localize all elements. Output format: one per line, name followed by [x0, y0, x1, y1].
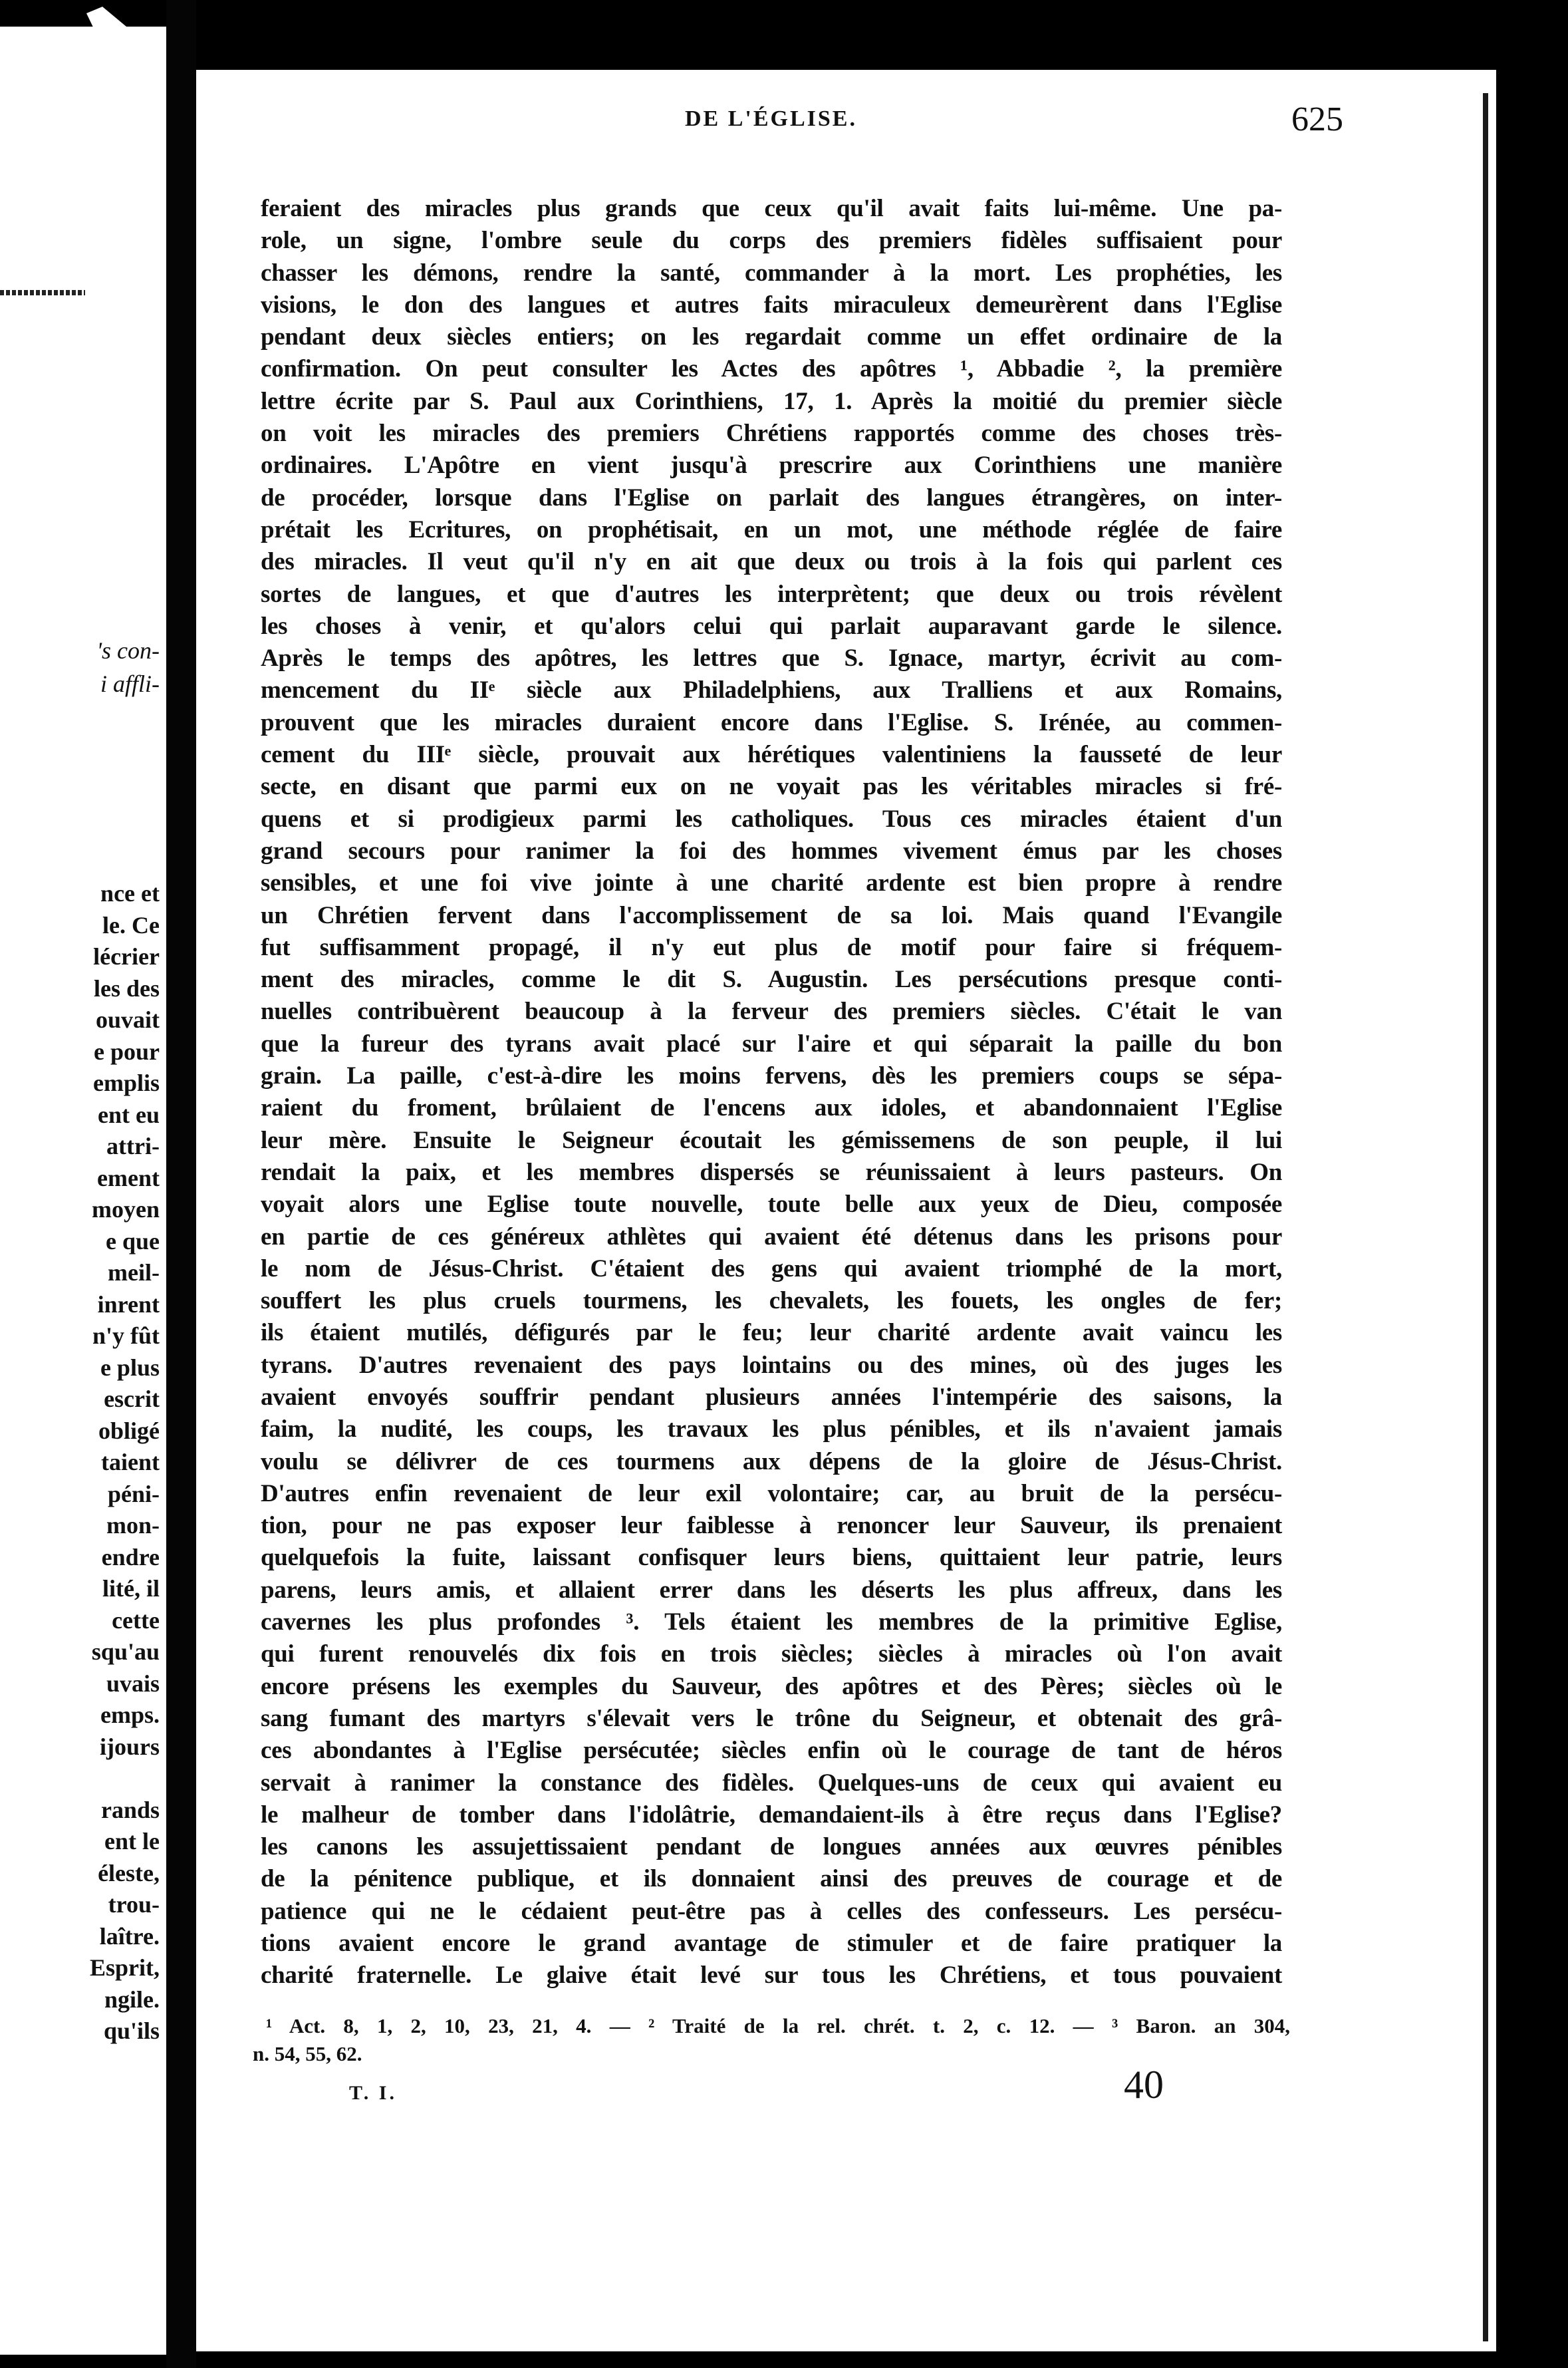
- text-line: quelquefois la fuite, laissant confisquer leurs biens, quittaient leur patrie, leurs: [261, 1544, 1282, 1572]
- text-line: souffert les plus cruels tourmens, les chevalets, les fouets, les ongles de fer;: [261, 1287, 1282, 1315]
- text-line: lettre écrite par S. Paul aux Corinthiens, 17, 1. Après la moitié du premier siècle: [261, 387, 1282, 415]
- text-line: tion, pour ne pas exposer leur faiblesse à renoncer leur Sauveur, ils prenaient: [261, 1512, 1282, 1540]
- text-line: visions, le don des langues et autres faits miraculeux demeurèrent dans l'Eglise: [261, 291, 1282, 319]
- left-text-fragment: Esprit,: [89, 1954, 160, 1981]
- text-line: voulu se délivrer de ces tourmens aux dépens de la gloire de Jésus-Christ.: [261, 1447, 1282, 1475]
- left-text-fragment: n'y fût: [92, 1322, 160, 1349]
- left-text-fragment: i affli-: [100, 670, 160, 697]
- text-line: sensibles, et une foi vive jointe à une charité ardente est bien propre à rendre: [261, 869, 1282, 897]
- left-text-fragment: e que: [106, 1227, 160, 1255]
- text-line: D'autres enfin revenaient de leur exil volontaire; car, au bruit de la persécu-: [261, 1479, 1282, 1507]
- signature-mark: T. I.: [349, 2082, 397, 2104]
- left-text-fragment: escrit: [104, 1386, 160, 1412]
- text-line: ils étaient mutilés, défigurés par le feu; leur charité ardente avait vaincu les: [261, 1319, 1282, 1347]
- text-line: quens et si prodigieux parmi les catholiques. Tous ces miracles étaient d'un: [261, 805, 1282, 833]
- text-line: prétait les Ecritures, on prophétisait, en un mot, une méthode réglée de faire: [261, 516, 1282, 543]
- text-line: ment des miracles, comme le dit S. Augustin. Les persécutions presque conti-: [261, 966, 1282, 994]
- left-text-fragment: emps.: [100, 1702, 160, 1728]
- left-text-fragment: les des: [94, 974, 160, 1002]
- text-line: feraient des miracles plus grands que ceux qu'il avait faits lui-même. Une pa-: [261, 195, 1282, 222]
- text-line: pendant deux siècles entiers; on les regardait comme un effet ordinaire de la: [261, 323, 1282, 351]
- left-text-fragment: ent eu: [98, 1101, 160, 1128]
- left-text-fragment: meil-: [108, 1259, 160, 1286]
- text-line: avaient envoyés souffrir pendant plusieurs années l'intempérie des saisons, la: [261, 1383, 1282, 1411]
- text-line: faim, la nudité, les coups, les travaux les plus pénibles, et ils n'avaient jamais: [261, 1415, 1282, 1443]
- left-text-fragment: lité, il: [102, 1575, 160, 1602]
- text-line: de la pénitence publique, et ils donnaient ainsi des preuves de courage et de: [261, 1865, 1282, 1893]
- left-text-fragment: emplis: [92, 1070, 160, 1096]
- text-line: parens, leurs amis, et allaient errer dans les déserts les plus affreux, dans les: [261, 1576, 1282, 1604]
- left-text-fragment: squ'au: [91, 1638, 160, 1665]
- left-text-fragment: endre: [101, 1543, 160, 1570]
- text-line: leur mère. Ensuite le Seigneur écoutait les gémissemens de son peuple, il lui: [261, 1126, 1282, 1154]
- page-number: 625: [1291, 100, 1343, 138]
- left-text-fragment: rands: [100, 1796, 160, 1823]
- left-text-fragment: trou-: [108, 1891, 160, 1918]
- left-text-fragment: obligé: [98, 1417, 160, 1444]
- left-text-fragment: péni-: [107, 1480, 160, 1507]
- body-text: [261, 193, 1282, 1992]
- text-line: qui furent renouvelés dix fois en trois siècles; siècles à miracles où l'on avait: [261, 1640, 1282, 1668]
- text-line: des miracles. Il veut qu'il n'y en ait que deux ou trois à la fois qui parlent ces: [261, 548, 1282, 576]
- left-text-fragment: ent le: [104, 1828, 160, 1854]
- text-line: cement du IIIᵉ siècle, prouvait aux hérétiques valentiniens la fausseté de leur: [261, 741, 1282, 769]
- text-line: le nom de Jésus-Christ. C'étaient des gens qui avaient triomphé de la mort,: [261, 1255, 1282, 1282]
- footnote-line: ¹ Act. 8, 1, 2, 10, 23, 21, 4. — ² Traité de la rel. chrét. t. 2, c. 12. — ³ Baron. an 304,: [266, 2014, 1290, 2037]
- text-line: chasser les démons, rendre la santé, commander à la mort. Les prophéties, les: [261, 259, 1282, 287]
- text-line: mencement du IIᵉ siècle aux Philadelphiens, aux Tralliens et aux Romains,: [261, 676, 1282, 704]
- text-line: sortes de langues, et que d'autres les interprètent; que deux ou trois révèlent: [261, 580, 1282, 608]
- text-line: prouvent que les miracles duraient encore dans l'Eglise. S. Irénée, au commen-: [261, 708, 1282, 736]
- text-line: le malheur de tomber dans l'idolâtrie, demandaient-ils à être reçus dans l'Eglise?: [261, 1801, 1282, 1829]
- text-line: que la fureur des tyrans avait placé sur l'aire et qui séparait la paille du bon: [261, 1030, 1282, 1058]
- text-line: les canons les assujettissaient pendant de longues années aux œuvres pénibles: [261, 1833, 1282, 1861]
- left-text-fragment: e pour: [94, 1038, 160, 1065]
- running-title: DE L'ÉGLISE.: [685, 106, 857, 131]
- left-text-fragment: 's con-: [96, 637, 160, 664]
- left-text-fragment: éleste,: [98, 1859, 160, 1886]
- footnote-line: n. 54, 55, 62.: [253, 2042, 362, 2065]
- left-text-fragment: lécrier: [93, 943, 160, 970]
- text-line: ordinaires. L'Apôtre en vient jusqu'à prescrire aux Corinthiens une manière: [261, 452, 1282, 480]
- left-text-fragment: qu'ils: [103, 2017, 160, 2044]
- text-line: ces abondantes à l'Eglise persécutée; siècles enfin où le courage de tant de héros: [261, 1737, 1282, 1765]
- text-line: de procéder, lorsque dans l'Eglise on parlait des langues étrangères, on inter-: [261, 484, 1282, 512]
- left-text-fragment: nce et: [100, 880, 160, 907]
- text-line: sang fumant des martyrs s'élevait vers le trône du Seigneur, et obtenait des grâ-: [261, 1704, 1282, 1732]
- text-line: tyrans. D'autres revenaient des pays lointains ou des mines, où des juges les: [261, 1351, 1282, 1379]
- left-text-fragment: attri-: [106, 1133, 160, 1159]
- left-text-fragment: ouvait: [95, 1006, 160, 1033]
- text-line: un Chrétien fervent dans l'accomplissement de sa loi. Mais quand l'Evangile: [261, 901, 1282, 929]
- text-line: tions avaient encore le grand avantage de stimuler et de faire pratiquer la: [261, 1930, 1282, 1958]
- text-line: on voit les miracles des premiers Chrétiens rapportés comme des choses très-: [261, 420, 1282, 448]
- page-header: [253, 100, 1343, 146]
- text-line: grand secours pour ranimer la foi des hommes vivement émus par les choses: [261, 837, 1282, 865]
- text-line: encore présens les exemples du Sauveur, des apôtres et des Pères; siècles où le: [261, 1672, 1282, 1700]
- decorative-rule: [0, 290, 85, 295]
- page-edge: [1483, 93, 1488, 2341]
- text-line: nuelles contribuèrent beaucoup à la ferveur des premiers siècles. C'était le van: [261, 998, 1282, 1026]
- left-text-fragment: inrent: [97, 1290, 160, 1318]
- text-line: patience qui ne le cédaient peut-être pas à celles des confesseurs. Les persécu-: [261, 1897, 1282, 1925]
- text-line: servait à ranimer la constance des fidèles. Quelques-uns de ceux qui avaient eu: [261, 1769, 1282, 1797]
- binding-gutter: [166, 0, 196, 2368]
- sheet-number: 40: [1124, 2063, 1164, 2107]
- left-page-fragment: [0, 27, 166, 2355]
- text-line: grain. La paille, c'est-à-dire les moins fervens, dès les premiers coups se sépa-: [261, 1062, 1282, 1090]
- left-text-fragment: moyen: [92, 1196, 160, 1223]
- left-text-fragment: mon-: [106, 1512, 160, 1539]
- text-line: charité fraternelle. Le glaive était levé sur tous les Chrétiens, et tous pouvaient: [261, 1962, 1282, 1990]
- text-line: cavernes les plus profondes ³. Tels étaient les membres de la primitive Eglise,: [261, 1608, 1282, 1636]
- left-text-fragment: taient: [101, 1449, 160, 1475]
- text-line: rendait la paix, et les membres dispersés se réunissaient à leurs pasteurs. On: [261, 1158, 1282, 1186]
- text-line: confirmation. On peut consulter les Actes des apôtres ¹, Abbadie ², la première: [261, 355, 1282, 383]
- left-text-fragment: le. Ce: [102, 911, 160, 939]
- left-text-fragment: e plus: [100, 1354, 160, 1381]
- left-text-fragment: cette: [112, 1606, 160, 1634]
- left-text-fragment: ngile.: [104, 1986, 160, 2013]
- text-line: les choses à venir, et qu'alors celui qui parlait auparavant garde le silence.: [261, 612, 1282, 640]
- text-line: fut suffisamment propagé, il n'y eut plus de motif pour faire si fréquem-: [261, 933, 1282, 961]
- left-text-fragment: laître.: [99, 1922, 160, 1950]
- text-line: secte, en disant que parmi eux on ne voyait pas les véritables miracles si fré-: [261, 773, 1282, 801]
- text-line: Après le temps des apôtres, les lettres que S. Ignace, martyr, écrivit au com-: [261, 645, 1282, 672]
- left-text-fragment: uvais: [106, 1670, 160, 1697]
- text-line: raient du froment, brûlaient de l'encens aux idoles, et abandonnaient l'Eglise: [261, 1094, 1282, 1122]
- text-line: voyait alors une Eglise toute nouvelle, toute belle aux yeux de Dieu, composée: [261, 1191, 1282, 1219]
- left-text-fragment: ijours: [100, 1733, 160, 1760]
- text-line: en partie de ces généreux athlètes qui avaient été détenus dans les prisons pour: [261, 1223, 1282, 1251]
- text-line: role, un signe, l'ombre seule du corps des premiers fidèles suffisaient pour: [261, 227, 1282, 255]
- left-text-fragment: ement: [97, 1164, 160, 1191]
- footnotes: [253, 2012, 1290, 2068]
